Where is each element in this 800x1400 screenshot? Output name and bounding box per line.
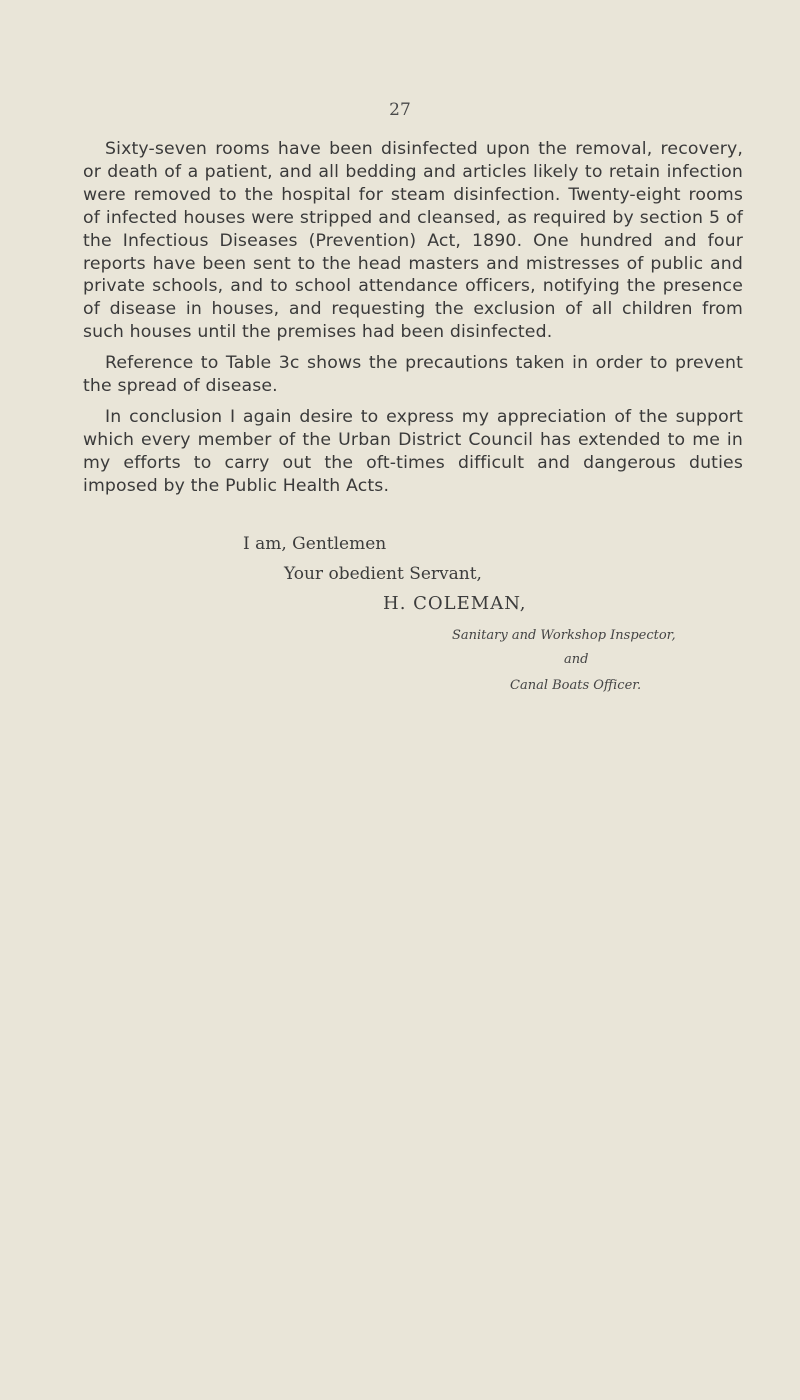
paragraph-disinfection: Sixty-seven rooms have been disinfected upon the removal, recovery, or death of a patient, and all bedding and articles likely to retain infection were removed to the hospital for steam disinfection. Twenty-eight rooms of infected houses were stripped and cleansed, as required by section 5 of the Infectious Diseases (Prevention) Act, 1890. One hundred and four reports have been sent to the head masters and mistresses of public and private schools, and to school attendance officers, notifying the presence of disease in houses, and requesting the exclusion of all children from such houses until the premises had been disinfected. bbox=[83, 139, 743, 343]
paragraph-table-reference: Reference to Table 3c shows the precautions taken in order to prevent the spread of disease. bbox=[83, 353, 743, 397]
report-body bbox=[83, 138, 743, 506]
closing-servant: Your obedient Servant, bbox=[284, 564, 482, 584]
signatory-title-line-3: Canal Boats Officer. bbox=[510, 678, 642, 693]
paragraph-conclusion: In conclusion I again desire to express my appreciation of the support which every member of the Urban District Council has extended to me in my efforts to carry out the oft-times difficult and dangerous duties imposed by the Public Health Acts. bbox=[83, 406, 743, 496]
page-number: 27 bbox=[389, 100, 411, 120]
signatory-title-line-2: and bbox=[564, 652, 589, 667]
signatory-name: H. COLEMAN, bbox=[383, 593, 527, 614]
closing-salutation: I am, Gentlemen bbox=[243, 534, 387, 554]
signatory-title-line-1: Sanitary and Workshop Inspector, bbox=[452, 628, 676, 643]
